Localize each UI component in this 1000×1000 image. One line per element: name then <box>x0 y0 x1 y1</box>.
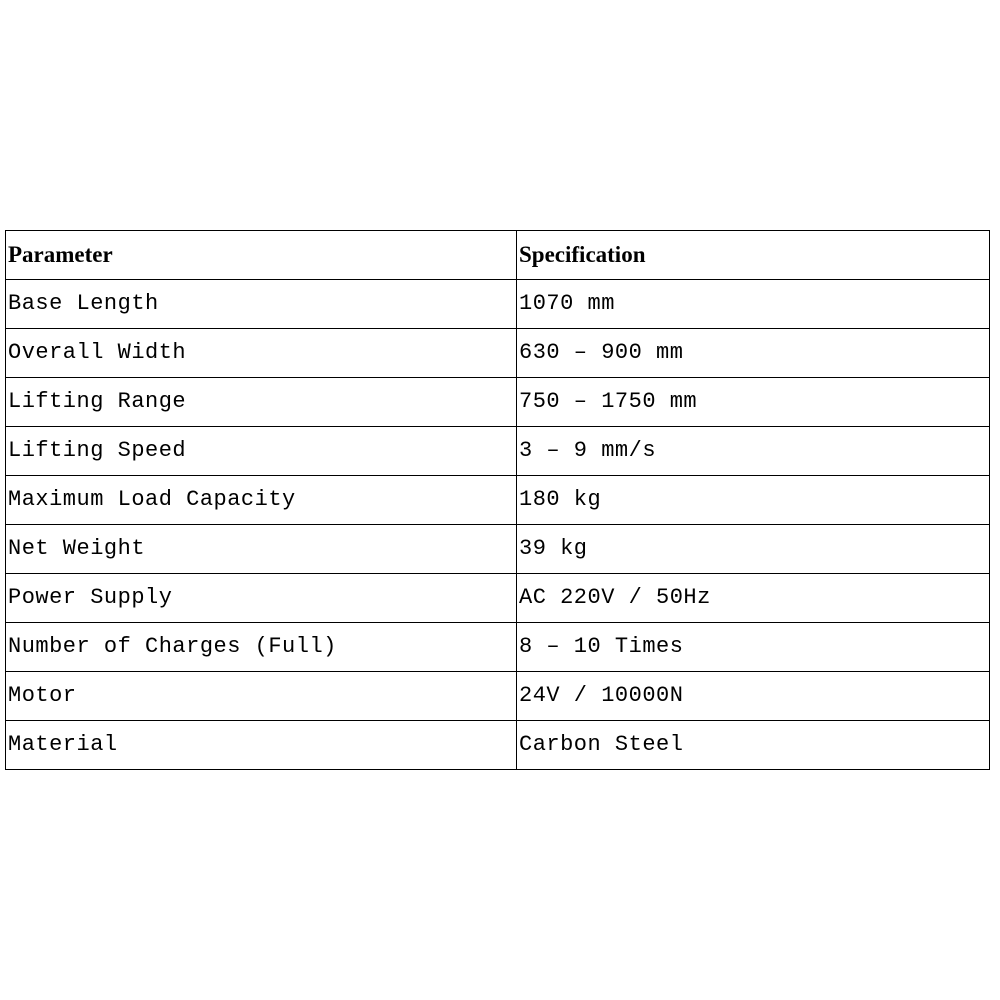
table-row <box>6 623 990 672</box>
specification-cell: 39 kg <box>517 525 990 574</box>
specification-cell: 8 – 10 Times <box>517 623 990 672</box>
table-row <box>6 329 990 378</box>
specification-cell: AC 220V / 50Hz <box>517 574 990 623</box>
parameter-cell: Maximum Load Capacity <box>6 476 517 525</box>
table-header <box>6 231 990 280</box>
parameter-cell: Motor <box>6 672 517 721</box>
table-row <box>6 525 990 574</box>
table-row <box>6 721 990 770</box>
parameter-cell: Power Supply <box>6 574 517 623</box>
parameter-cell: Base Length <box>6 280 517 329</box>
specification-cell: 180 kg <box>517 476 990 525</box>
table-row <box>6 574 990 623</box>
table-row <box>6 427 990 476</box>
specification-cell: Carbon Steel <box>517 721 990 770</box>
table-row <box>6 280 990 329</box>
header-specification: Specification <box>517 231 990 280</box>
spec-table <box>5 230 990 770</box>
header-row <box>6 231 990 280</box>
specification-cell: 630 – 900 mm <box>517 329 990 378</box>
specification-cell: 24V / 10000N <box>517 672 990 721</box>
header-parameter: Parameter <box>6 231 517 280</box>
parameter-cell: Net Weight <box>6 525 517 574</box>
table-row <box>6 378 990 427</box>
table-row <box>6 476 990 525</box>
parameter-cell: Lifting Speed <box>6 427 517 476</box>
parameter-cell: Material <box>6 721 517 770</box>
specification-cell: 1070 mm <box>517 280 990 329</box>
parameter-cell: Overall Width <box>6 329 517 378</box>
table-body <box>6 280 990 770</box>
specification-cell: 3 – 9 mm/s <box>517 427 990 476</box>
parameter-cell: Lifting Range <box>6 378 517 427</box>
parameter-cell: Number of Charges (Full) <box>6 623 517 672</box>
specification-cell: 750 – 1750 mm <box>517 378 990 427</box>
table-row <box>6 672 990 721</box>
